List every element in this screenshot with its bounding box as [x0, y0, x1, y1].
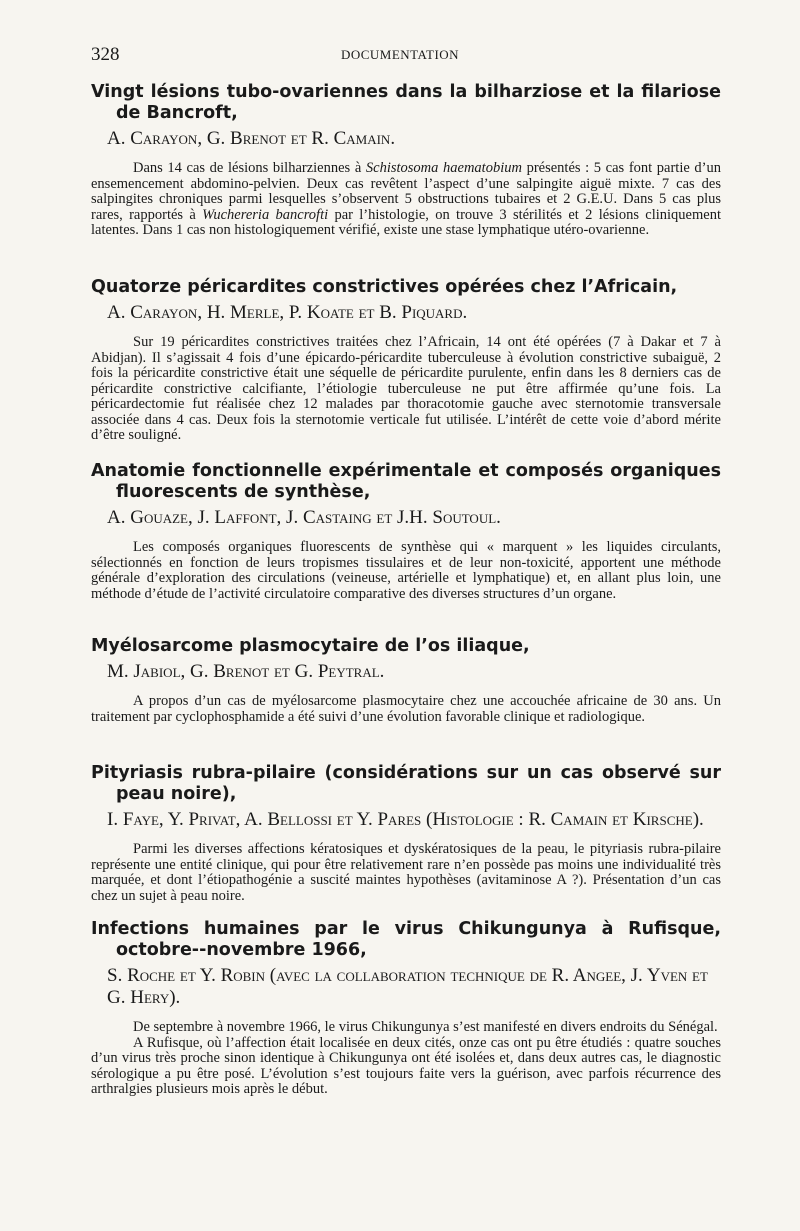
abstract-title: Infections humaines par le virus Chikungunya à Rufisque, octobre--novembre 1966,: [91, 919, 721, 960]
text-run: Parmi les diverses affections kératosiques et dyskératosiques de la peau, le pityriasis rubra-pilaire représente une entité clinique, qui pour être relativement rare n’en possède pas moins une individualité très marquée, et dont l’étiopathogénie a suscité maintes hypothèses (avitaminose A ?). Présentation d’un cas chez un sujet à peau noire.: [91, 841, 721, 904]
abstract-authors: A. Carayon, H. Merle, P. Koate et B. Piquard.: [107, 302, 468, 323]
abstract-paragraph: [91, 694, 721, 725]
abstract-paragraph: [91, 842, 721, 904]
abstract-paragraph: [91, 1036, 721, 1098]
abstract-paragraph: [91, 161, 721, 239]
abstract-title: Pityriasis rubra-pilaire (considérations sur un cas observé sur peau noire),: [91, 763, 721, 804]
italic-term: Schistosoma haematobium: [365, 160, 522, 176]
abstract-4: [91, 636, 721, 725]
abstract-authors: I. Faye, Y. Privat, A. Bellossi et Y. Pares (Histologie : R. Camain et Kirsche).: [107, 809, 704, 830]
abstract-paragraph: [91, 1020, 721, 1036]
text-run: A propos d’un cas de myélosarcome plasmocytaire chez une accouchée africaine de 30 ans. Un traitement par cyclophosphamide a été suivi d’une évolution favorable clinique et radiologique.: [91, 693, 721, 725]
italic-term: Wuchereria bancrofti: [202, 206, 329, 223]
abstract-5: [91, 763, 721, 904]
abstract-title: Myélosarcome plasmocytaire de l’os iliaque,: [91, 636, 530, 656]
abstract-authors: A. Carayon, G. Brenot et R. Camain.: [107, 128, 396, 149]
abstract-title: Vingt lésions tubo-ovariennes dans la bilharziose et la filariose de Bancroft,: [91, 82, 721, 123]
text-run: Les composés organiques fluorescents de synthèse qui « marquent » les liquides circulants, sélectionnés en fonction de leurs tropismes tissulaires et de leur non-toxicité, apportent une méthode générale d’exploration des circulations (veineuse, artérielle et lymphatique) et, en allant plus loin, une méthode d’étude de l’activité circulatoire comparative des diverses structures d’un organe.: [91, 539, 721, 602]
abstract-1: [91, 82, 721, 239]
abstract-authors: A. Gouaze, J. Laffont, J. Castaing et J.H. Soutoul.: [107, 507, 501, 528]
text-run: par l’histologie, on trouve 3 stérilités et 2 lésions cliniquement latentes. Dans 1 cas non histologiquement vérifié, existe une stase lymphatique utéro-ovarienne.: [91, 206, 721, 238]
text-run: A Rufisque, où l’affection était localisée en deux cités, onze cas ont pu être étudiés : quatre souches d’un virus très proche sinon identique à Chikungunya ont été isolées et, dans deux autres cas, le diagnostic sérologique a pu être posé. L’évolution s’est toujours faite vers la guérison, avec parfois récurrence des arthralgies plusieurs mois après le début.: [91, 1034, 721, 1097]
abstract-title: Quatorze péricardites constrictives opérées chez l’Africain,: [91, 277, 678, 297]
abstract-3: [91, 461, 721, 602]
text-run: Dans 14 cas de lésions bilharziennes à: [133, 160, 366, 176]
abstract-paragraph: [91, 540, 721, 602]
abstract-authors: S. Roche et Y. Robin (avec la collaboration technique de R. Angee, J. Yven et G. Hery).: [107, 965, 708, 1008]
abstract-6: [91, 919, 721, 1098]
running-head: DOCUMENTATION: [340, 47, 460, 62]
text-run: Sur 19 péricardites constrictives traitées chez l’Africain, 14 ont été opérées (7 à Dakar et 7 à Abidjan). Il s’agissait 4 fois d’une épicardo-péricardite tuberculeuse à évolution constrictive subaiguë, 2 fois la péricardite constrictive était une séquelle de péricardite purulente, enfin dans les 8 derniers cas de péricardite constrictive calcifiante, l’étiologie tuberculeuse ne put être affirmée qu’une fois. La péricardectomie fut réalisée chez 12 malades par thoracotomie gauche avec sternotomie transversale associée dans 4 cas. Deux fois la sternotomie verticale fut utilisée. L’intérêt de cette voie d’abord mérite d’être souligné.: [91, 334, 721, 443]
abstract-2: [91, 277, 721, 444]
abstract-title: Anatomie fonctionnelle expérimentale et composés organiques fluorescents de synthèse,: [91, 461, 721, 502]
abstract-paragraph: [91, 335, 721, 444]
text-run: présentés : 5 cas font partie d’un ensemencement abdomino-pelvien. Deux cas revêtent l’aspect d’une salpingite aiguë mixte. 7 cas des salpingites chroniques parmi lesquelles s’observent 5 obstructions tubaires et 2 G.E.U. Dans 5 cas plus rares, rapportés à: [91, 160, 722, 223]
abstract-authors: M. Jabiol, G. Brenot et G. Peytral.: [107, 661, 385, 682]
page-number: 328: [91, 44, 120, 65]
page-header: [91, 44, 709, 68]
text-run: De septembre à novembre 1966, le virus Chikungunya s’est manifesté en divers endroits du Sénégal.: [133, 1019, 718, 1035]
